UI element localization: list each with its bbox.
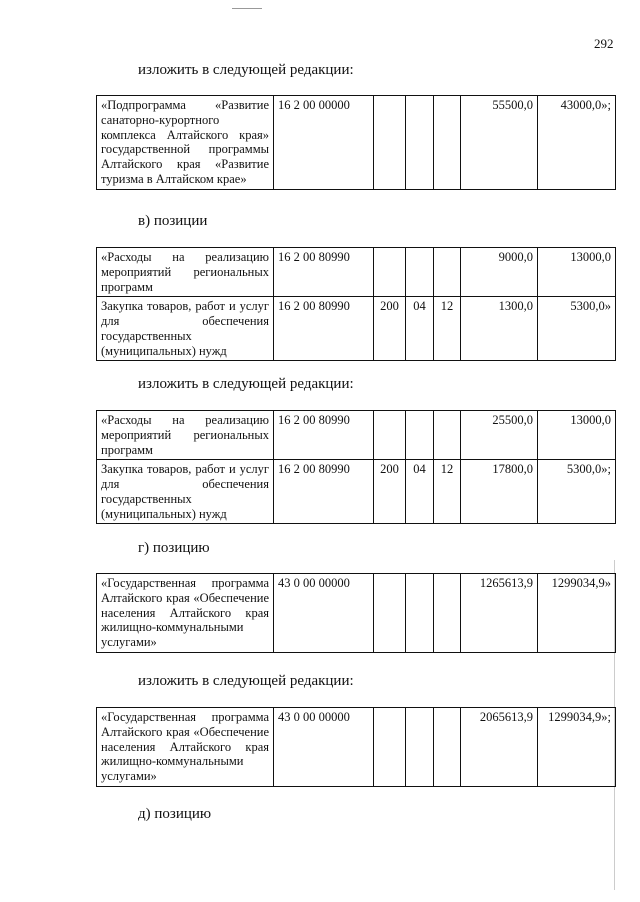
cell-name: «Подпрограмма «Развитие санаторно-курортного комплекса Алтайского края» государственной программы Алтайского края «Развитие туризма в Алтайском крае»	[97, 96, 274, 190]
cell-code: 16 2 00 80990	[274, 297, 374, 361]
table-row	[97, 297, 616, 361]
cell-rz: 04	[406, 297, 434, 361]
paragraph-text: д) позицию	[138, 806, 212, 822]
paragraph-text: изложить в следующей редакции:	[138, 62, 354, 78]
cell-rz	[406, 411, 434, 460]
cell-code: 16 2 00 80990	[274, 411, 374, 460]
cell-vr	[374, 96, 406, 190]
paragraph-text: изложить в следующей редакции:	[138, 673, 354, 689]
cell-sum2: 5300,0»	[538, 297, 616, 361]
cell-name: Закупка товаров, работ и услуг для обеспечения государственных (муниципальных) нужд	[97, 460, 274, 524]
cell-name: «Расходы на реализацию мероприятий региональных программ	[97, 248, 274, 297]
cell-sum2: 43000,0»;	[538, 96, 616, 190]
cell-vr	[374, 411, 406, 460]
cell-vr	[374, 708, 406, 787]
table-row	[97, 96, 616, 190]
paragraph-text: в) позиции	[138, 213, 208, 229]
table-row	[97, 248, 616, 297]
table-row	[97, 708, 616, 787]
scan-edge-line	[232, 8, 262, 9]
cell-pr	[434, 411, 461, 460]
cell-vr	[374, 248, 406, 297]
cell-code: 43 0 00 00000	[274, 708, 374, 787]
table-row	[97, 574, 616, 653]
cell-vr	[374, 574, 406, 653]
cell-sum1: 1300,0	[461, 297, 538, 361]
table-row	[97, 460, 616, 524]
cell-sum1: 55500,0	[461, 96, 538, 190]
budget-table	[96, 247, 616, 361]
cell-code: 16 2 00 80990	[274, 248, 374, 297]
page-number: 292	[594, 36, 614, 51]
cell-sum1: 9000,0	[461, 248, 538, 297]
budget-table	[96, 410, 616, 524]
cell-name: «Расходы на реализацию мероприятий региональных программ	[97, 411, 274, 460]
cell-rz: 04	[406, 460, 434, 524]
cell-name: «Государственная программа Алтайского края «Обеспечение населения Алтайского края жилищно-коммунальными услугами»	[97, 574, 274, 653]
cell-pr: 12	[434, 460, 461, 524]
cell-name: «Государственная программа Алтайского края «Обеспечение населения Алтайского края жилищно-коммунальными услугами»	[97, 708, 274, 787]
cell-sum1: 2065613,9	[461, 708, 538, 787]
paragraph-text: г) позицию	[138, 540, 210, 556]
cell-pr	[434, 96, 461, 190]
cell-code: 16 2 00 00000	[274, 96, 374, 190]
cell-sum2: 1299034,9»;	[538, 708, 616, 787]
cell-rz	[406, 96, 434, 190]
cell-sum1: 17800,0	[461, 460, 538, 524]
cell-sum2: 1299034,9»	[538, 574, 616, 653]
cell-pr	[434, 574, 461, 653]
budget-table	[96, 707, 616, 787]
table-row	[97, 411, 616, 460]
cell-sum2: 5300,0»;	[538, 460, 616, 524]
cell-rz	[406, 708, 434, 787]
cell-sum2: 13000,0	[538, 411, 616, 460]
cell-sum1: 1265613,9	[461, 574, 538, 653]
cell-vr: 200	[374, 297, 406, 361]
cell-pr	[434, 708, 461, 787]
cell-pr: 12	[434, 297, 461, 361]
cell-code: 16 2 00 80990	[274, 460, 374, 524]
cell-sum2: 13000,0	[538, 248, 616, 297]
budget-table	[96, 95, 616, 190]
cell-pr	[434, 248, 461, 297]
cell-vr: 200	[374, 460, 406, 524]
cell-rz	[406, 574, 434, 653]
cell-name: Закупка товаров, работ и услуг для обеспечения государственных (муниципальных) нужд	[97, 297, 274, 361]
cell-rz	[406, 248, 434, 297]
cell-code: 43 0 00 00000	[274, 574, 374, 653]
budget-table	[96, 573, 616, 653]
paragraph-text: изложить в следующей редакции:	[138, 376, 354, 392]
cell-sum1: 25500,0	[461, 411, 538, 460]
